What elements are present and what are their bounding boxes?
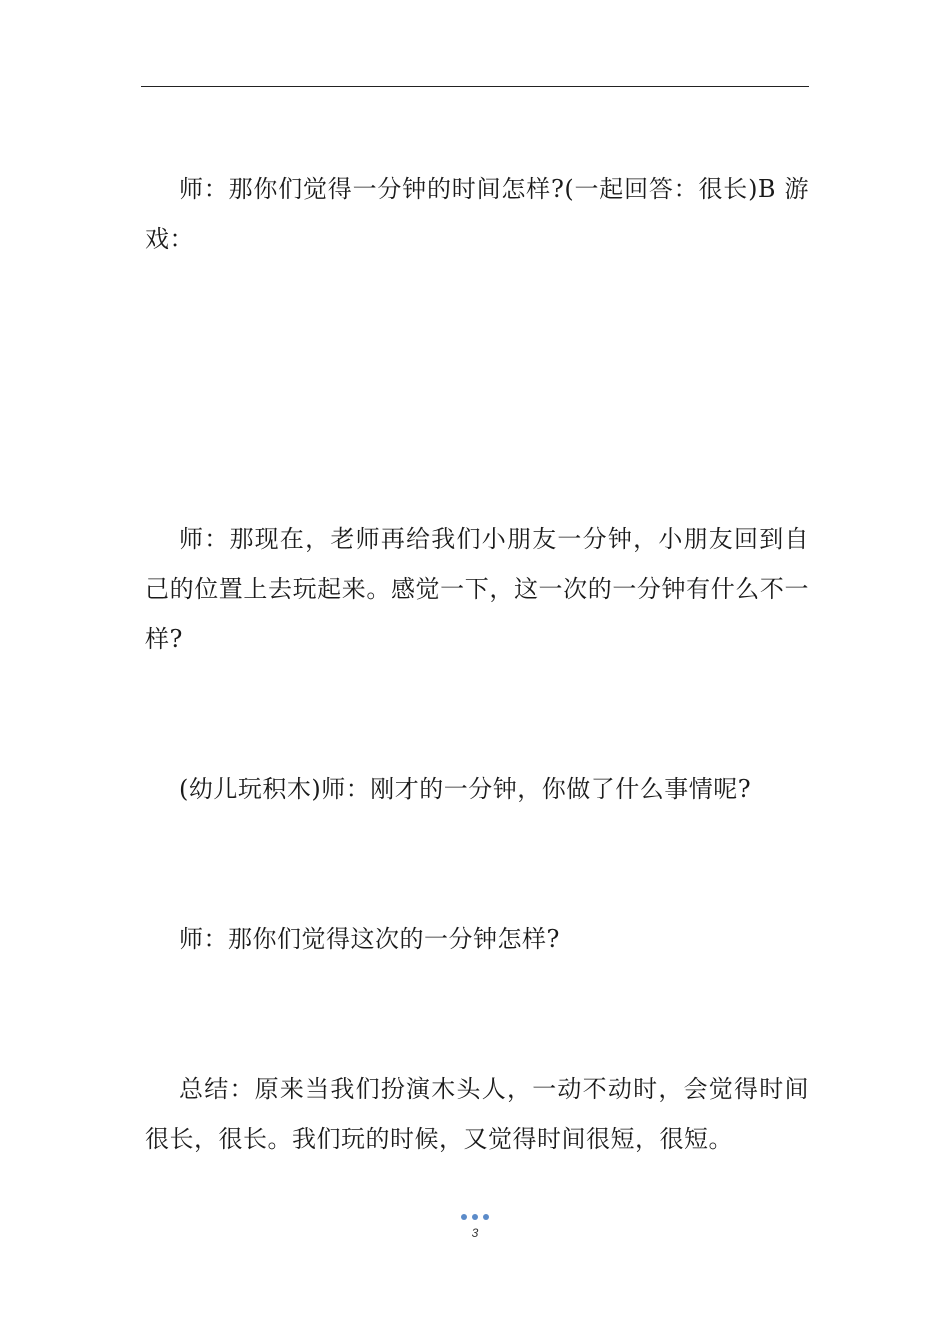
page-footer [0,1214,950,1240]
paragraph-1: 师：那你们觉得一分钟的时间怎样?(一起回答：很长)B 游戏： [145,175,809,253]
paragraph-3: (幼儿玩积木)师：刚才的一分钟，你做了什么事情呢? [179,775,752,803]
dot [461,1214,467,1220]
paragraph-2: 师：那现在，老师再给我们小朋友一分钟，小朋友回到自己的位置上去玩起来。感觉一下，这一次的一分钟有什么不一样? [145,525,809,653]
paragraph-5: 总结：原来当我们扮演木头人，一动不动时，会觉得时间很长，很长。我们玩的时候，又觉得时间很短，很短。 [145,1075,809,1153]
page-number: 3 [471,1226,479,1240]
dot [472,1214,478,1220]
header-rule [141,86,809,87]
three-dots-icon [0,1214,950,1222]
paragraph-4: 师：那你们觉得这次的一分钟怎样? [179,925,560,953]
dot [483,1214,489,1220]
